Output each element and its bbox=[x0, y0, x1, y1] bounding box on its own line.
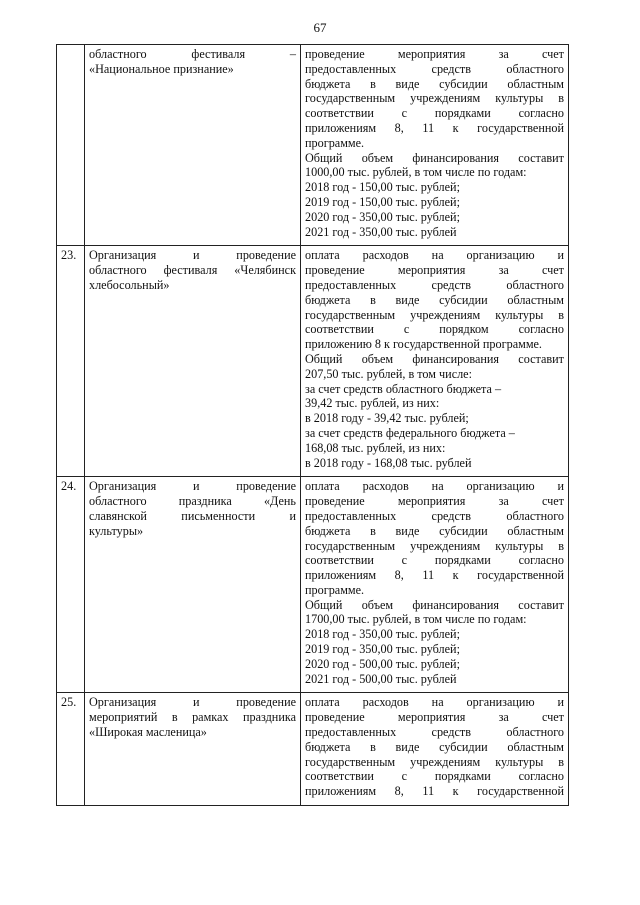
financing-line: 1000,00 тыс. рублей, в том числе по годам: bbox=[305, 165, 527, 180]
financing-line: в 2018 году - 168,08 тыс. рублей bbox=[305, 455, 472, 470]
cell-spacer bbox=[305, 470, 564, 474]
financing-line: 2019 год - 350,00 тыс. рублей; bbox=[305, 642, 460, 657]
event-name-cell bbox=[85, 477, 301, 693]
financing-line: оплата расходов на организацию и bbox=[305, 479, 564, 494]
financing-line: бюджета в виде субсидии областным bbox=[305, 76, 564, 91]
financing-line: приложениям 8, 11 к государственной bbox=[305, 568, 564, 583]
financing-line: государственным учреждениям культуры в bbox=[305, 754, 564, 769]
financing-line: за счет средств областного бюджета – bbox=[305, 381, 502, 396]
financing-line: соответствии с порядками согласно bbox=[305, 769, 564, 784]
financing-line: Общий объем финансирования составит bbox=[305, 351, 564, 366]
cell-spacer bbox=[305, 686, 564, 690]
financing-line: предоставленных средств областного bbox=[305, 725, 564, 740]
cell-spacer bbox=[89, 77, 296, 81]
table-body bbox=[57, 45, 569, 806]
financing-line: 2021 год - 350,00 тыс. рублей bbox=[305, 224, 457, 239]
event-name-line: областного праздника «День bbox=[89, 494, 296, 509]
financing-description-cell bbox=[301, 477, 569, 693]
financing-line: 2018 год - 150,00 тыс. рублей; bbox=[305, 180, 460, 195]
financing-description-cell bbox=[301, 693, 569, 806]
financing-line: государственным учреждениям культуры в bbox=[305, 307, 564, 322]
financing-line: программе. bbox=[305, 582, 365, 597]
cell-spacer bbox=[305, 799, 564, 803]
event-name-line: мероприятий в рамках праздника bbox=[89, 710, 296, 725]
financing-line: в 2018 году - 39,42 тыс. рублей; bbox=[305, 411, 469, 426]
row-number: 24. bbox=[57, 477, 85, 693]
financing-line: бюджета в виде субсидии областным bbox=[305, 292, 564, 307]
financing-line: 168,08 тыс. рублей, из них: bbox=[305, 440, 446, 455]
financing-line: оплата расходов на организацию и bbox=[305, 248, 564, 263]
event-name-line: культуры» bbox=[89, 523, 144, 538]
event-name-line: Организация и проведение bbox=[89, 248, 296, 263]
event-name-line: Организация и проведение bbox=[89, 479, 296, 494]
financing-line: Общий объем финансирования составит bbox=[305, 150, 564, 165]
financing-line: 207,50 тыс. рублей, в том числе: bbox=[305, 366, 472, 381]
table-row bbox=[57, 45, 569, 246]
financing-line: 1700,00 тыс. рублей, в том числе по годам: bbox=[305, 612, 527, 627]
event-name-line: хлебосольный» bbox=[89, 277, 170, 292]
table-row bbox=[57, 693, 569, 806]
financing-line: бюджета в виде субсидии областным bbox=[305, 523, 564, 538]
cell-spacer bbox=[89, 740, 296, 744]
financing-line: 2019 год - 150,00 тыс. рублей; bbox=[305, 194, 460, 209]
table-row bbox=[57, 246, 569, 477]
financing-line: государственным учреждениям культуры в bbox=[305, 538, 564, 553]
financing-line: 2021 год - 500,00 тыс. рублей bbox=[305, 671, 457, 686]
financing-description-cell bbox=[301, 246, 569, 477]
financing-line: проведение мероприятия за счет bbox=[305, 47, 564, 61]
financing-description-cell bbox=[301, 45, 569, 246]
measures-table bbox=[56, 44, 569, 806]
financing-line: 2020 год - 500,00 тыс. рублей; bbox=[305, 656, 460, 671]
event-name-line: областного фестиваля «Челябинск bbox=[89, 263, 296, 278]
financing-line: проведение мероприятия за счет bbox=[305, 494, 564, 509]
financing-line: приложениям 8, 11 к государственной bbox=[305, 120, 564, 135]
row-number bbox=[57, 45, 85, 246]
financing-line: приложениям 8, 11 к государственной bbox=[305, 784, 564, 799]
financing-line: предоставленных средств областного bbox=[305, 508, 564, 523]
financing-line: предоставленных средств областного bbox=[305, 61, 564, 76]
event-name-line: славянской письменности и bbox=[89, 508, 296, 523]
row-number: 23. bbox=[57, 246, 85, 477]
event-name-line: «Национальное признание» bbox=[89, 61, 234, 76]
event-name-cell bbox=[85, 45, 301, 246]
financing-line: бюджета в виде субсидии областным bbox=[305, 739, 564, 754]
event-name-line: областного фестиваля – bbox=[89, 47, 296, 61]
event-name-line: Организация и проведение bbox=[89, 695, 296, 710]
cell-spacer bbox=[89, 293, 296, 297]
event-name-line: «Широкая масленица» bbox=[89, 725, 207, 740]
event-name-cell bbox=[85, 693, 301, 806]
financing-line: за счет средств федерального бюджета – bbox=[305, 425, 515, 440]
financing-line: проведение мероприятия за счет bbox=[305, 710, 564, 725]
financing-line: 2020 год - 350,00 тыс. рублей; bbox=[305, 209, 460, 224]
event-name-cell bbox=[85, 246, 301, 477]
row-number: 25. bbox=[57, 693, 85, 806]
financing-line: оплата расходов на организацию и bbox=[305, 695, 564, 710]
financing-line: проведение мероприятия за счет bbox=[305, 263, 564, 278]
cell-spacer bbox=[305, 239, 564, 243]
financing-line: предоставленных средств областного bbox=[305, 277, 564, 292]
financing-line: 2018 год - 350,00 тыс. рублей; bbox=[305, 627, 460, 642]
financing-line: соответствии с порядками согласно bbox=[305, 106, 564, 121]
financing-line: Общий объем финансирования составит bbox=[305, 597, 564, 612]
cell-spacer bbox=[89, 539, 296, 543]
financing-line: приложению 8 к государственной программе. bbox=[305, 337, 542, 352]
financing-line: 39,42 тыс. рублей, из них: bbox=[305, 396, 440, 411]
table-row bbox=[57, 477, 569, 693]
financing-line: государственным учреждениям культуры в bbox=[305, 91, 564, 106]
page-number: 67 bbox=[313, 20, 327, 35]
financing-line: программе. bbox=[305, 135, 365, 150]
financing-line: соответствии с порядком согласно bbox=[305, 322, 564, 337]
financing-line: соответствии с порядками согласно bbox=[305, 553, 564, 568]
